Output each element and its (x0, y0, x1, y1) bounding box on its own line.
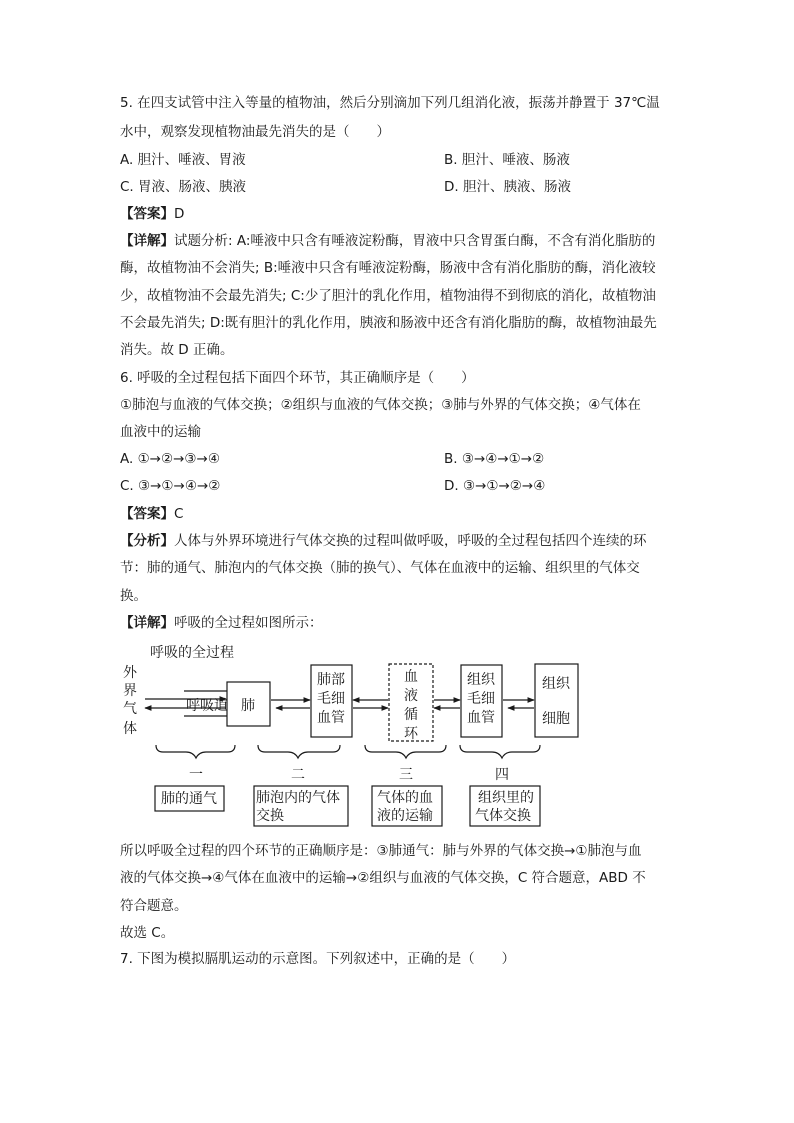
answer-tag: 【答案】 (120, 206, 174, 222)
q5-stem-line1: 5. 在四支试管中注入等量的植物油，然后分别滴加下列几组消化液，振荡并静置于 37℃温 (120, 95, 660, 111)
stage-num-4: 四 (495, 767, 509, 783)
analysis-tag: 【分析】 (120, 533, 174, 549)
q6-option-c: C. ③→①→④→② (120, 478, 221, 494)
tissue-capillary-line-3: 血管 (467, 710, 495, 726)
q6-option-a: A. ①→②→③→④ (120, 451, 220, 467)
outside-air-char-3: 气 (123, 701, 137, 717)
detail-tag: 【详解】 (120, 233, 174, 249)
lung-capillary-line-3: 血管 (317, 710, 345, 726)
answer-tag: 【答案】 (120, 506, 174, 522)
q7-stem: 7. 下图为模拟膈肌运动的示意图。下列叙述中，正确的是（ ） (120, 951, 516, 967)
q6-conclusion-line2: 液的气体交换→④气体在血液中的运输→②组织与血液的气体交换，C 符合题意，ABD 不 (120, 870, 646, 886)
stage3-label-line-1: 气体的血 (377, 790, 433, 806)
outside-air-char-2: 界 (123, 683, 137, 699)
stage2-label-line-2: 交换 (256, 808, 284, 824)
lung-label: 肺 (241, 698, 255, 714)
q5-option-c: C. 胃液、肠液、胰液 (120, 179, 247, 195)
q6-option-d: D. ③→①→②→④ (444, 478, 546, 494)
q6-stem: 6. 呼吸的全过程包括下面四个环节，其正确顺序是（ ） (120, 370, 475, 386)
q6-conclusion-line3: 符合题意。 (120, 898, 188, 914)
brace-1 (156, 745, 235, 758)
tissue-cell-line-1: 组织 (542, 676, 570, 692)
outside-air-char-4: 体 (123, 721, 137, 737)
q5-detail-line5: 消失。故 D 正确。 (120, 342, 234, 358)
outside-air-char-1: 外 (123, 665, 137, 681)
brace-4 (460, 745, 540, 758)
lung-capillary-line-1: 肺部 (317, 672, 345, 688)
tissue-capillary-line-2: 毛细 (467, 691, 495, 707)
blood-circulation-char-1: 血 (404, 669, 418, 685)
diagram-title: 呼吸的全过程 (150, 645, 234, 661)
stage-num-3: 三 (399, 767, 413, 783)
detail-tag: 【详解】 (120, 615, 174, 631)
answer-value: C (174, 506, 184, 522)
stage4-label-line-2: 气体交换 (475, 808, 531, 824)
brace-3 (365, 745, 446, 758)
q5-option-a: A. 胆汁、唾液、胃液 (120, 152, 246, 168)
stage3-label-line-2: 液的运输 (377, 808, 433, 824)
q6-option-b: B. ③→④→①→② (444, 451, 545, 467)
q5-detail-line3: 少，故植物油不会最先消失; C:少了胆汁的乳化作用，植物油得不到彻底的消化，故植物油 (120, 288, 656, 304)
q5-option-b: B. 胆汁、唾液、肠液 (444, 152, 570, 168)
q6-conclusion-line1: 所以呼吸全过程的四个环节的正确顺序是：③肺通气：肺与外界的气体交换→①肺泡与血 (120, 843, 642, 859)
q6-items-line1: ①肺泡与血液的气体交换；②组织与血液的气体交换；③肺与外界的气体交换；④气体在 (120, 397, 641, 413)
q6-items-line2: 血液中的运输 (120, 424, 201, 440)
stage2-label-line-1: 肺泡内的气体 (256, 790, 340, 806)
answer-value: D (174, 206, 185, 222)
q5-stem-line2: 水中，观察发现植物油最先消失的是（ ） (120, 124, 390, 140)
lung-capillary-line-2: 毛细 (317, 691, 345, 707)
q6-analysis-line2: 节：肺的通气、肺泡内的气体交换（肺的换气）、气体在血液中的运输、组织里的气体交 (120, 560, 640, 576)
q5-detail-line2: 酶，故植物油不会消失; B:唾液中只含有唾液淀粉酶，肠液中含有消化脂肪的酶，消化液较 (120, 260, 656, 276)
stage1-label: 肺的通气 (161, 791, 217, 807)
stage-num-1: 一 (189, 767, 203, 783)
stage4-label-line-1: 组织里的 (478, 790, 534, 806)
blood-circulation-char-3: 循 (404, 707, 418, 723)
airway-label: 呼吸道 (186, 698, 228, 714)
detail-text: 试题分析: A:唾液中只含有唾液淀粉酶，胃液中只含胃蛋白酶，不含有消化脂肪的 (174, 233, 656, 249)
brace-2 (258, 745, 340, 758)
stage-num-2: 二 (291, 767, 305, 783)
tissue-cell-line-2: 细胞 (542, 711, 570, 727)
detail-text: 呼吸的全过程如图所示： (174, 615, 323, 631)
blood-circulation-char-4: 环 (404, 726, 418, 742)
q6-final: 故选 C。 (120, 925, 175, 941)
tissue-capillary-line-1: 组织 (467, 672, 495, 688)
q5-option-d: D. 胆汁、胰液、肠液 (444, 179, 571, 195)
blood-circulation-char-2: 液 (404, 688, 418, 704)
q5-detail-line4: 不会最先消失; D:既有胆汁的乳化作用，胰液和肠液中还含有消化脂肪的酶，故植物油最先 (120, 315, 657, 331)
q6-analysis-line3: 换。 (120, 588, 147, 604)
analysis-text: 人体与外界环境进行气体交换的过程叫做呼吸，呼吸的全过程包括四个连续的环 (174, 533, 647, 549)
